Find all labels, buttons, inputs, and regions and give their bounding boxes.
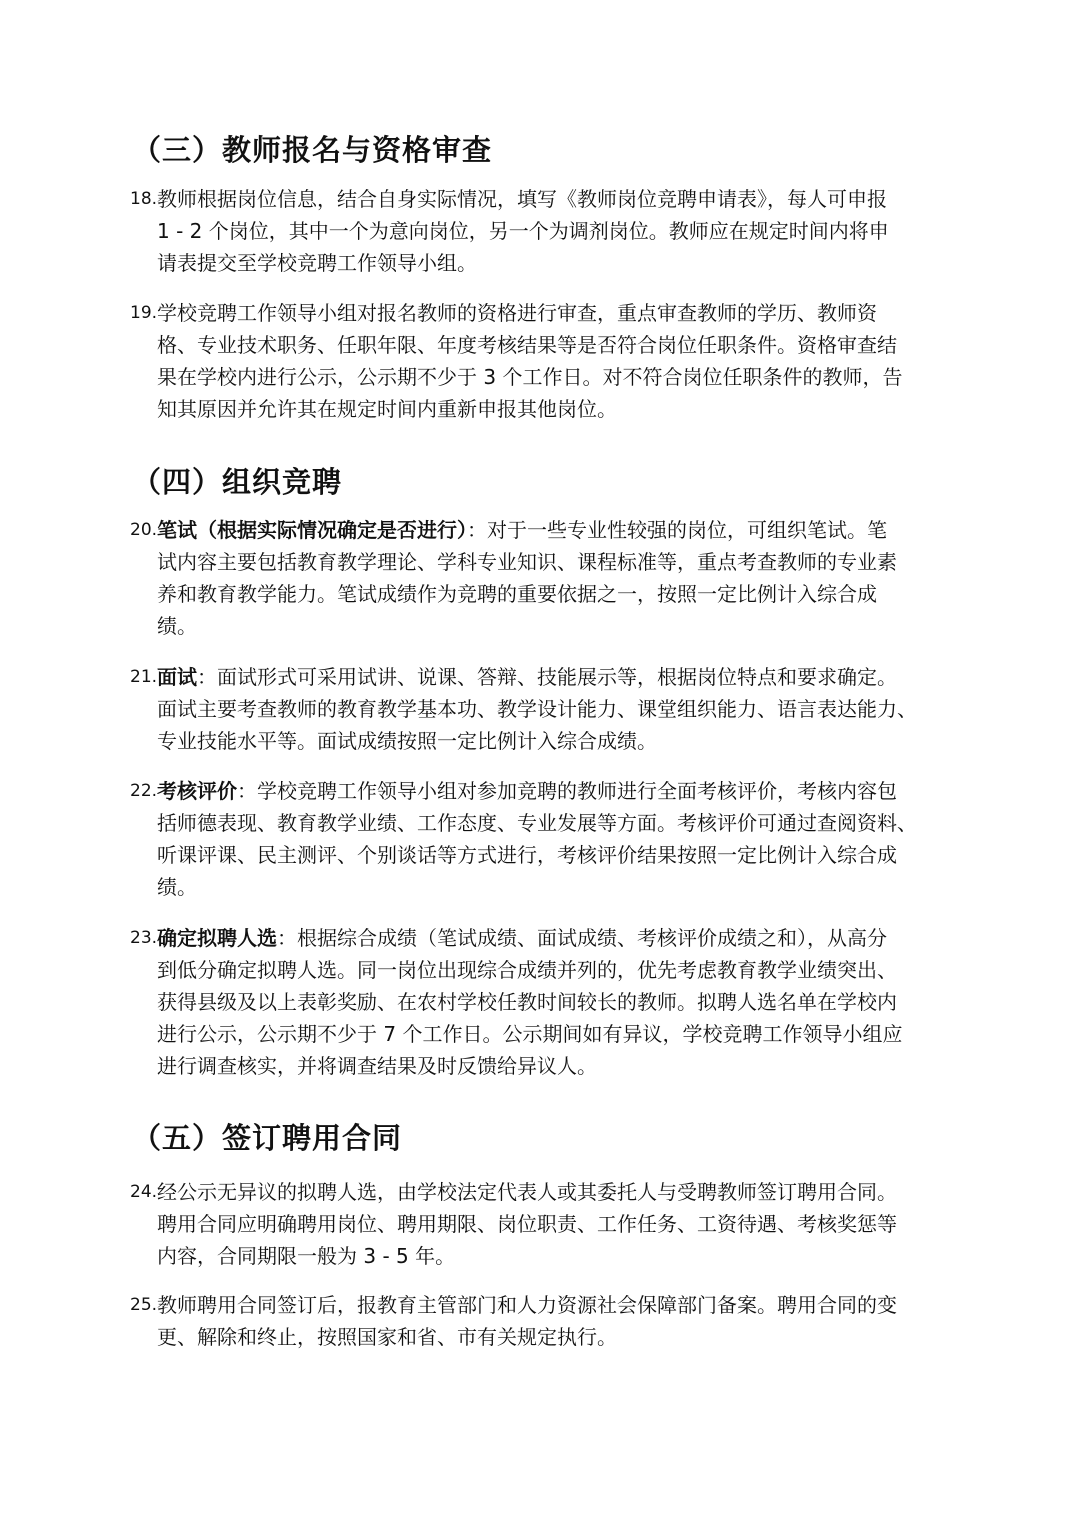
item-text-line bbox=[157, 1208, 897, 1240]
item-text: 到低分确定拟聘人选。同一岗位出现综合成绩并列的，优先考虑教育教学业绩突出、 bbox=[157, 958, 897, 982]
item-number: 24. bbox=[130, 1182, 158, 1202]
list-item bbox=[130, 297, 960, 425]
item-number: 22. bbox=[130, 781, 158, 801]
item-text: 更、解除和终止，按照国家和省、市有关规定执行。 bbox=[157, 1325, 617, 1349]
item-text-line bbox=[157, 1321, 617, 1353]
item-text-line bbox=[157, 183, 887, 215]
item-text-line bbox=[157, 693, 917, 725]
item-text-line bbox=[157, 839, 897, 871]
item-text: 请表提交至学校竞聘工作领导小组。 bbox=[157, 251, 477, 275]
list-item bbox=[130, 514, 960, 642]
item-text-line bbox=[157, 361, 902, 393]
item-text: 进行公示，公示期不少于 7 个工作日。公示期间如有异议，学校竞聘工作领导小组应 bbox=[157, 1022, 903, 1046]
item-text: 学校竞聘工作领导小组对报名教师的资格进行审查，重点审查教师的学历、教师资 bbox=[157, 301, 877, 325]
item-number: 25. bbox=[130, 1295, 158, 1315]
item-text-line bbox=[157, 986, 897, 1018]
item-text: ：根据综合成绩（笔试成绩、面试成绩、考核评价成绩之和），从高分 bbox=[277, 926, 887, 950]
item-number: 18. bbox=[130, 189, 158, 209]
item-text: ：学校竞聘工作领导小组对参加竞聘的教师进行全面考核评价，考核内容包 bbox=[237, 779, 897, 803]
item-text: 试内容主要包括教育教学理论、学科专业知识、课程标准等，重点考查教师的专业素 bbox=[157, 550, 897, 574]
item-text-line bbox=[157, 297, 877, 329]
item-text-line bbox=[157, 1289, 897, 1321]
list-item bbox=[130, 775, 960, 903]
item-number: 19. bbox=[130, 303, 158, 323]
list-item bbox=[130, 661, 960, 757]
item-text: 聘用合同应明确聘用岗位、聘用期限、岗位职责、工作任务、工资待遇、考核奖惩等 bbox=[157, 1212, 897, 1236]
item-text: 经公示无异议的拟聘人选，由学校法定代表人或其委托人与受聘教师签订聘用合同。 bbox=[157, 1180, 897, 1204]
list-item bbox=[130, 1289, 960, 1353]
section-heading: （五）签订聘用合同 bbox=[132, 1121, 403, 1155]
item-text: ：对于一些专业性较强的岗位，可组织笔试。笔 bbox=[467, 518, 887, 542]
item-bold-label: 笔试（根据实际情况确定是否进行） bbox=[157, 518, 467, 542]
item-text-line bbox=[157, 578, 877, 610]
item-text-line bbox=[157, 725, 657, 757]
item-text-line bbox=[157, 954, 897, 986]
item-text-line bbox=[157, 1018, 902, 1050]
item-text: 面试主要考查教师的教育教学基本功、教学设计能力、课堂组织能力、语言表达能力、 bbox=[157, 697, 917, 721]
item-text-line bbox=[157, 807, 917, 839]
item-text: 绩。 bbox=[157, 875, 197, 899]
item-text-line bbox=[157, 1050, 597, 1082]
item-bold-label: 确定拟聘人选 bbox=[157, 926, 277, 950]
item-number: 20. bbox=[130, 520, 158, 540]
item-text-line bbox=[157, 661, 897, 693]
item-text: ：面试形式可采用试讲、说课、答辩、技能展示等，根据岗位特点和要求确定。 bbox=[197, 665, 897, 689]
item-text: 教师聘用合同签订后，报教育主管部门和人力资源社会保障部门备案。聘用合同的变 bbox=[157, 1293, 897, 1317]
item-text-line bbox=[157, 610, 197, 642]
list-item bbox=[130, 183, 960, 279]
item-number: 21. bbox=[130, 667, 158, 687]
item-text: 格、专业技术职务、任职年限、年度考核结果等是否符合岗位任职条件。资格审查结 bbox=[157, 333, 897, 357]
item-text-line bbox=[157, 215, 889, 247]
item-bold-label: 考核评价 bbox=[157, 779, 237, 803]
item-number: 23. bbox=[130, 928, 158, 948]
item-text: 教师根据岗位信息，结合自身实际情况，填写《教师岗位竞聘申请表》，每人可申报 bbox=[157, 187, 887, 211]
list-item bbox=[130, 922, 960, 1082]
list-item bbox=[130, 1176, 960, 1272]
item-text-line bbox=[157, 922, 887, 954]
item-text-line bbox=[157, 1240, 455, 1272]
item-text: 听课评课、民主测评、个别谈话等方式进行，考核评价结果按照一定比例计入综合成 bbox=[157, 843, 897, 867]
item-text-line bbox=[157, 871, 197, 903]
item-text: 养和教育教学能力。笔试成绩作为竞聘的重要依据之一，按照一定比例计入综合成 bbox=[157, 582, 877, 606]
item-text-line bbox=[157, 393, 617, 425]
item-bold-label: 面试 bbox=[157, 665, 197, 689]
item-text: 括师德表现、教育教学业绩、工作态度、专业发展等方面。考核评价可通过查阅资料、 bbox=[157, 811, 917, 835]
item-text: 内容，合同期限一般为 3 - 5 年。 bbox=[157, 1244, 456, 1268]
section-heading: （四）组织竞聘 bbox=[132, 465, 343, 499]
item-text: 进行调查核实，并将调查结果及时反馈给异议人。 bbox=[157, 1054, 597, 1078]
item-text-line bbox=[157, 1176, 897, 1208]
item-text: 专业技能水平等。面试成绩按照一定比例计入综合成绩。 bbox=[157, 729, 657, 753]
section-heading: （三）教师报名与资格审查 bbox=[132, 133, 493, 167]
item-text-line bbox=[157, 329, 897, 361]
item-text-line bbox=[157, 775, 897, 807]
item-text: 获得县级及以上表彰奖励、在农村学校任教时间较长的教师。拟聘人选名单在学校内 bbox=[157, 990, 897, 1014]
item-text-line bbox=[157, 247, 477, 279]
item-text: 知其原因并允许其在规定时间内重新申报其他岗位。 bbox=[157, 397, 617, 421]
item-text-line bbox=[157, 514, 887, 546]
item-text: 1 - 2 个岗位，其中一个为意向岗位，另一个为调剂岗位。教师应在规定时间内将申 bbox=[157, 219, 889, 243]
item-text: 绩。 bbox=[157, 614, 197, 638]
item-text-line bbox=[157, 546, 897, 578]
item-text: 果在学校内进行公示，公示期不少于 3 个工作日。对不符合岗位任职条件的教师，告 bbox=[157, 365, 903, 389]
